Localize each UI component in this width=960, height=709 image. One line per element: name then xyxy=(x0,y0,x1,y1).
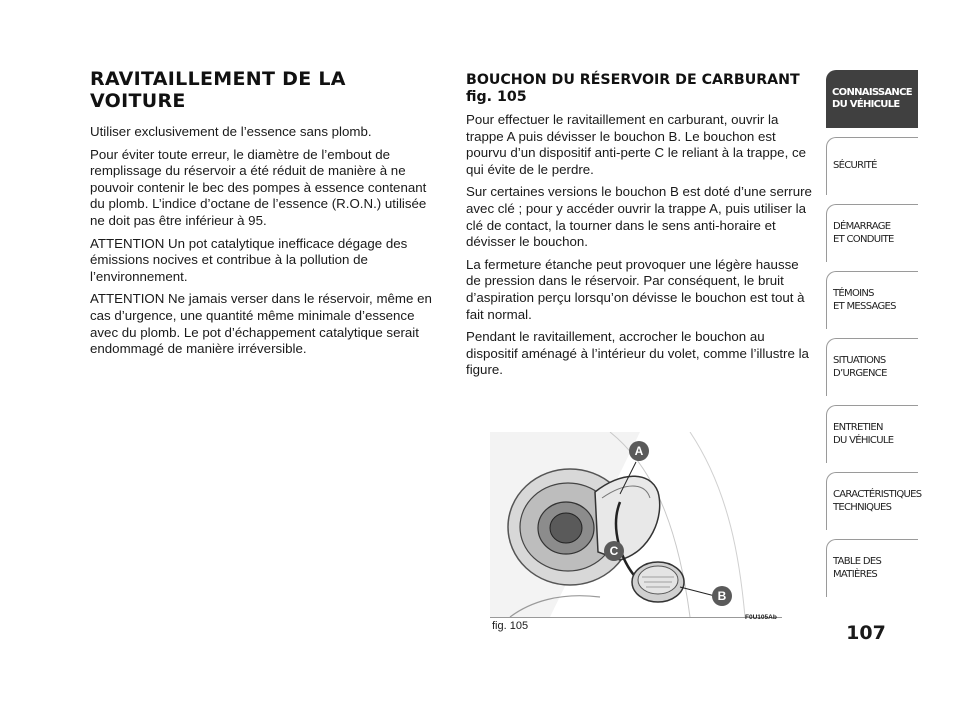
right-column xyxy=(466,72,816,385)
tab-label: TÉMOINS ET MESSAGES xyxy=(833,288,896,312)
section-title: RAVITAILLEMENT DE LA VOITURE xyxy=(90,68,346,112)
tab-label: CONNAISSANCE DU VÉHICULE xyxy=(832,86,912,110)
tab-label: SITUATIONS D’URGENCE xyxy=(833,355,887,379)
tab-label: CARACTÉRISTIQUES TECHNIQUES xyxy=(833,489,922,513)
paragraph: La fermeture étanche peut provoquer une légère hausse de pression dans le réservoir. Par conséquent, le bruit d’aspiration perçu lorsqu’on dévisse le bouchon est tout à fait normal. xyxy=(466,256,805,322)
paragraph: Utiliser exclusivement de l’essence sans plomb. xyxy=(90,124,372,139)
paragraph: ATTENTION Un pot catalytique inefficace dégage des émissions nocives et contribue à la pollution de l’environnement. xyxy=(90,235,408,284)
sidebar-tab-temoins[interactable] xyxy=(826,271,918,329)
paragraph: Sur certaines versions le bouchon B est doté d’une serrure avec clé ; pour y accéder ouvrir la trappe A, puis utiliser la clé de contact, la tourner dans le sens anti-horaire et dévisser le bouchon. xyxy=(466,184,812,250)
figure-caption: fig. 105 xyxy=(492,620,529,632)
tab-label: DÉMARRAGE ET CONDUITE xyxy=(833,221,894,245)
sidebar-tab-caracteristiques[interactable] xyxy=(826,472,922,530)
sidebar-tab-securite[interactable] xyxy=(826,137,918,195)
sidebar-tab-connaissance[interactable] xyxy=(826,70,918,128)
sidebar-tab-situations[interactable] xyxy=(826,338,918,396)
label-c-marker: C xyxy=(604,541,624,561)
tab-label: TABLE DES MATIÈRES xyxy=(833,556,882,580)
tab-label: SÉCURITÉ xyxy=(833,160,877,172)
page-number: 107 xyxy=(846,622,886,644)
sidebar-tab-table-matieres[interactable] xyxy=(826,539,918,597)
figure-code: F0U105Ab xyxy=(745,614,777,621)
paragraph: ATTENTION Ne jamais verser dans le réservoir, même en cas d’urgence, une quantité même minimale d’essence avec du plomb. Le pot d’échappement catalytique serait endommagé de manière irréversible. xyxy=(90,291,432,357)
chapter-sidebar xyxy=(826,70,922,606)
tab-label: ENTRETIEN DU VÉHICULE xyxy=(833,422,894,446)
paragraph: Pour éviter toute erreur, le diamètre de l’embout de remplissage du réservoir a été réduit de manière à ne pouvoir contenir le bec des pompes à essence contenant du plomb. L’indice d’octane de l’essence (R.O.N.) utilisée ne doit pas être inférieur à 95. xyxy=(90,146,427,228)
paragraph: Pour effectuer le ravitaillement en carburant, ouvrir la trappe A puis dévisser le bouchon B. Le bouchon est pourvu d’un dispositif anti-perte C le reliant à la trappe, ce qui évite de le perdre. xyxy=(466,112,806,177)
label-b-marker: B xyxy=(712,586,732,606)
fuel-cap-illustration xyxy=(490,432,782,618)
sidebar-tab-demarrage[interactable] xyxy=(826,204,918,262)
paragraph: Pendant le ravitaillement, accrocher le bouchon au dispositif aménagé à l’intérieur du volet, comme l’illustre la figure. xyxy=(466,329,809,378)
label-a-marker: A xyxy=(629,441,649,461)
left-column xyxy=(90,68,440,364)
sidebar-tab-entretien[interactable] xyxy=(826,405,918,463)
subsection-title: BOUCHON DU RÉSERVOIR DE CARBURANT fig. 105 xyxy=(466,72,800,105)
